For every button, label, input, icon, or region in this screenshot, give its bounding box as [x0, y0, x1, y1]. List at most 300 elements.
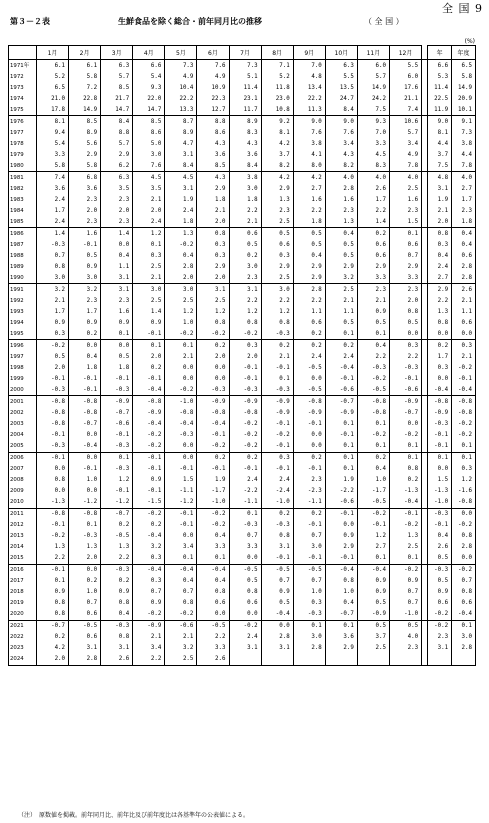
table-row — [9, 317, 476, 328]
month-value: 3.1 — [165, 149, 197, 160]
annual-value: 3.1 — [428, 183, 452, 194]
row-year: 1999 — [9, 373, 37, 384]
month-value: 0.0 — [165, 531, 197, 542]
row-year: 1982 — [9, 183, 37, 194]
row-year: 1994 — [9, 317, 37, 328]
month-value: 8.4 — [325, 104, 357, 116]
month-value: 1.1 — [325, 306, 357, 317]
month-value: 0.0 — [261, 620, 293, 632]
row-year: 1971年 — [9, 60, 37, 72]
annual-value: 7.5 — [428, 160, 452, 172]
month-value: 3.2 — [36, 284, 68, 296]
annual-value: 2.8 — [452, 643, 476, 654]
month-value: -0.1 — [261, 441, 293, 453]
month-value: 4.0 — [389, 172, 421, 184]
header-month: 6月 — [197, 46, 229, 60]
month-value: 3.0 — [165, 284, 197, 296]
month-value: 2.1 — [357, 295, 389, 306]
annual-value: 20.9 — [452, 93, 476, 104]
table-row — [9, 116, 476, 128]
annual-value: 4.0 — [452, 172, 476, 184]
annual-value: 1.9 — [428, 194, 452, 205]
annual-value: 8.1 — [428, 127, 452, 138]
month-value: 0.0 — [293, 430, 325, 441]
month-value: 9.0 — [325, 116, 357, 128]
annual-value: -0.8 — [452, 396, 476, 408]
annual-value: -0.3 — [428, 508, 452, 520]
month-value: -0.1 — [165, 508, 197, 520]
month-value: 5.8 — [69, 160, 101, 172]
month-value: -0.9 — [197, 396, 229, 408]
month-value: 0.8 — [197, 228, 229, 240]
month-value: 3.0 — [293, 542, 325, 553]
annual-value: 0.6 — [428, 598, 452, 609]
month-value: 0.4 — [325, 598, 357, 609]
annual-value: -0.4 — [452, 384, 476, 396]
month-value: 0.6 — [261, 239, 293, 250]
month-value: 0.1 — [325, 328, 357, 340]
month-value: 21.0 — [36, 93, 68, 104]
month-value: -0.1 — [197, 430, 229, 441]
month-value: 0.0 — [229, 553, 261, 565]
month-value: 4.1 — [293, 149, 325, 160]
annual-value: 1.1 — [452, 306, 476, 317]
month-value: 0.2 — [293, 328, 325, 340]
annual-value: 0.6 — [452, 317, 476, 328]
month-value: -0.3 — [36, 239, 68, 250]
month-value: 6.2 — [101, 160, 133, 172]
month-value: 3.1 — [197, 284, 229, 296]
month-value: -0.1 — [36, 520, 68, 531]
month-value: 2.3 — [101, 295, 133, 306]
table-row — [9, 587, 476, 598]
month-value: 0.0 — [293, 373, 325, 384]
month-value: 0.9 — [357, 587, 389, 598]
month-value: 17.8 — [36, 104, 68, 116]
month-value: -0.2 — [389, 564, 421, 576]
annual-value: -0.8 — [452, 497, 476, 509]
month-value: -0.2 — [357, 373, 389, 384]
month-value: 0.2 — [229, 452, 261, 464]
month-value: 0.2 — [357, 452, 389, 464]
month-value: -0.2 — [165, 328, 197, 340]
month-value: 0.8 — [36, 261, 68, 272]
month-value: -0.6 — [325, 384, 357, 396]
month-value: 1.7 — [36, 205, 68, 216]
month-value: 7.6 — [325, 127, 357, 138]
month-value: 0.9 — [101, 587, 133, 598]
annual-value: 3.0 — [452, 632, 476, 643]
annual-value: 0.4 — [452, 228, 476, 240]
annual-value: 2.6 — [452, 284, 476, 296]
month-value: 0.2 — [293, 508, 325, 520]
month-value: 2.5 — [133, 295, 165, 306]
month-value: 0.0 — [293, 441, 325, 453]
month-value: 3.6 — [229, 149, 261, 160]
month-value: -0.1 — [133, 452, 165, 464]
month-value: -0.5 — [69, 620, 101, 632]
month-value: 2.1 — [36, 295, 68, 306]
month-value: 3.1 — [101, 643, 133, 654]
month-value: 13.4 — [293, 82, 325, 93]
month-value: 24.7 — [325, 93, 357, 104]
month-value: -0.6 — [101, 419, 133, 430]
annual-value: 5.8 — [452, 71, 476, 82]
month-value: 0.7 — [389, 598, 421, 609]
month-value: -0.2 — [357, 430, 389, 441]
month-value: 0.2 — [357, 228, 389, 240]
header-month: 2月 — [69, 46, 101, 60]
annual-value — [452, 654, 476, 666]
month-value: 0.6 — [357, 250, 389, 261]
month-value: 1.9 — [197, 475, 229, 486]
month-value: 0.0 — [101, 239, 133, 250]
month-value: -0.1 — [325, 373, 357, 384]
annual-value: -0.9 — [428, 407, 452, 418]
month-value: -0.9 — [293, 407, 325, 418]
month-value: -0.2 — [165, 239, 197, 250]
annual-value: 2.7 — [428, 272, 452, 284]
month-value: 8.9 — [165, 127, 197, 138]
row-year: 2016 — [9, 564, 37, 576]
month-value: -0.2 — [133, 441, 165, 453]
row-year: 1976 — [9, 116, 37, 128]
month-value: 7.0 — [293, 60, 325, 72]
annual-value: -1.3 — [428, 486, 452, 497]
month-value: 8.6 — [133, 127, 165, 138]
month-value: -0.1 — [101, 373, 133, 384]
month-value: 0.6 — [357, 239, 389, 250]
month-value: 2.3 — [325, 205, 357, 216]
month-value: -0.2 — [357, 508, 389, 520]
month-value: 2.2 — [261, 295, 293, 306]
month-value: -1.2 — [165, 497, 197, 509]
row-year: 2015 — [9, 553, 37, 565]
month-value: -0.1 — [101, 486, 133, 497]
month-value: -0.5 — [293, 384, 325, 396]
month-value: 14.9 — [69, 104, 101, 116]
row-year: 2020 — [9, 609, 37, 621]
month-value: 0.2 — [197, 452, 229, 464]
header-month: 1月 — [36, 46, 68, 60]
month-value: 7.5 — [357, 104, 389, 116]
month-value: -0.4 — [197, 419, 229, 430]
table-number: 第３－２表 — [10, 17, 50, 26]
month-value: 1.2 — [165, 306, 197, 317]
month-value: 2.4 — [261, 475, 293, 486]
month-value: 1.3 — [69, 542, 101, 553]
month-value: 2.9 — [357, 261, 389, 272]
row-year: 1992 — [9, 295, 37, 306]
month-value: 2.1 — [261, 351, 293, 362]
month-value: -0.9 — [261, 396, 293, 408]
month-value: 0.4 — [69, 351, 101, 362]
annual-value: 6.6 — [428, 60, 452, 72]
month-value: -0.4 — [357, 564, 389, 576]
month-value: 8.2 — [261, 160, 293, 172]
month-value: 3.0 — [229, 261, 261, 272]
month-value: -0.3 — [165, 430, 197, 441]
month-value: -0.3 — [261, 384, 293, 396]
month-value: 22.8 — [69, 93, 101, 104]
table-row — [9, 553, 476, 565]
month-value: 3.2 — [165, 643, 197, 654]
month-value: 2.6 — [197, 654, 229, 666]
annual-value: 3.1 — [428, 643, 452, 654]
month-value: 5.7 — [101, 138, 133, 149]
month-value: 2.5 — [261, 216, 293, 228]
table-row — [9, 205, 476, 216]
month-value: 2.0 — [229, 351, 261, 362]
month-value: 0.2 — [101, 520, 133, 531]
month-value: 9.3 — [357, 116, 389, 128]
month-value: 3.3 — [197, 643, 229, 654]
month-value: 2.9 — [261, 183, 293, 194]
row-year: 1977 — [9, 127, 37, 138]
annual-value: 2.6 — [428, 542, 452, 553]
row-year: 2003 — [9, 419, 37, 430]
table-row — [9, 464, 476, 475]
table-row — [9, 430, 476, 441]
month-value: 7.1 — [261, 60, 293, 72]
month-value: -0.4 — [197, 564, 229, 576]
month-value: 0.8 — [229, 587, 261, 598]
annual-value: -0.3 — [428, 419, 452, 430]
month-value: -0.5 — [197, 620, 229, 632]
annual-value: 4.4 — [428, 138, 452, 149]
month-value: 3.8 — [293, 138, 325, 149]
row-year: 1993 — [9, 306, 37, 317]
month-value: 17.6 — [389, 82, 421, 93]
month-value: 0.7 — [36, 250, 68, 261]
month-value: 8.9 — [229, 116, 261, 128]
annual-value: -0.4 — [428, 384, 452, 396]
month-value: 7.2 — [69, 82, 101, 93]
month-value: 2.3 — [101, 194, 133, 205]
month-value: 4.2 — [261, 172, 293, 184]
month-value: -0.9 — [133, 620, 165, 632]
annual-value: 0.9 — [428, 587, 452, 598]
month-value: 2.4 — [133, 216, 165, 228]
month-value: 3.1 — [261, 542, 293, 553]
month-value: -0.5 — [293, 564, 325, 576]
table-row — [9, 643, 476, 654]
annual-value: -0.8 — [428, 396, 452, 408]
month-value: -0.6 — [165, 620, 197, 632]
month-value: 8.0 — [293, 160, 325, 172]
month-value: 0.0 — [197, 609, 229, 621]
month-value: 0.3 — [261, 452, 293, 464]
month-value: 3.7 — [261, 149, 293, 160]
month-value: 0.0 — [165, 452, 197, 464]
month-value: 8.5 — [133, 116, 165, 128]
month-value: 0.3 — [229, 340, 261, 352]
month-value: -0.3 — [101, 464, 133, 475]
month-value: -0.6 — [325, 497, 357, 509]
month-value: 8.6 — [197, 127, 229, 138]
month-value: -0.3 — [229, 520, 261, 531]
annual-value: 2.3 — [452, 205, 476, 216]
month-value: 0.4 — [357, 464, 389, 475]
annual-value: 0.4 — [452, 239, 476, 250]
month-value: 8.4 — [101, 116, 133, 128]
month-value: 1.0 — [165, 317, 197, 328]
month-value: -0.8 — [36, 396, 68, 408]
annual-value: 0.5 — [428, 576, 452, 587]
month-value: 0.3 — [133, 250, 165, 261]
table-row — [9, 60, 476, 72]
month-value: 0.0 — [197, 362, 229, 373]
month-value: -0.1 — [165, 464, 197, 475]
annual-value: 0.8 — [452, 531, 476, 542]
month-value: 0.1 — [325, 419, 357, 430]
month-value: 0.0 — [69, 430, 101, 441]
month-value: -0.1 — [389, 508, 421, 520]
month-value: 3.0 — [133, 149, 165, 160]
month-value: 2.2 — [229, 295, 261, 306]
month-value: 1.6 — [101, 306, 133, 317]
month-value: 2.2 — [293, 205, 325, 216]
month-value: 2.8 — [325, 183, 357, 194]
month-value: 8.1 — [36, 116, 68, 128]
row-year: 2010 — [9, 497, 37, 509]
month-value: 3.1 — [69, 643, 101, 654]
month-value: 0.1 — [229, 508, 261, 520]
month-value: 0.1 — [101, 328, 133, 340]
month-value: -1.2 — [69, 497, 101, 509]
month-value: 0.5 — [69, 250, 101, 261]
month-value: 0.8 — [389, 464, 421, 475]
month-value: 0.4 — [197, 531, 229, 542]
month-value: -0.1 — [389, 373, 421, 384]
month-value: -1.2 — [101, 497, 133, 509]
month-value: -0.1 — [69, 464, 101, 475]
month-value: 0.1 — [36, 576, 68, 587]
month-value: 0.1 — [133, 340, 165, 352]
month-value: 0.2 — [261, 340, 293, 352]
month-value: -0.8 — [69, 508, 101, 520]
month-value: -0.3 — [357, 362, 389, 373]
annual-value: -0.2 — [452, 419, 476, 430]
month-value: 3.6 — [197, 149, 229, 160]
month-value: 11.3 — [293, 104, 325, 116]
row-year: 1984 — [9, 205, 37, 216]
month-value: -0.2 — [133, 609, 165, 621]
row-year: 2009 — [9, 486, 37, 497]
month-value: 0.5 — [325, 239, 357, 250]
annual-value: 4.8 — [428, 172, 452, 184]
month-value: 2.8 — [293, 643, 325, 654]
month-value: 0.1 — [165, 340, 197, 352]
month-value: 2.9 — [293, 272, 325, 284]
month-value: 3.0 — [69, 272, 101, 284]
month-value: 0.3 — [197, 250, 229, 261]
row-year: 2023 — [9, 643, 37, 654]
month-value: -0.1 — [69, 384, 101, 396]
month-value: -0.3 — [389, 362, 421, 373]
scope-label: （ 全 国 ） — [364, 17, 404, 26]
month-value: 0.5 — [293, 239, 325, 250]
row-year: 1983 — [9, 194, 37, 205]
month-value: 2.3 — [389, 205, 421, 216]
month-value: 2.9 — [325, 261, 357, 272]
annual-value: 0.3 — [452, 340, 476, 352]
month-value: 4.2 — [36, 643, 68, 654]
month-value: 21.7 — [101, 93, 133, 104]
month-value: 9.2 — [261, 116, 293, 128]
month-value: 2.6 — [101, 654, 133, 666]
row-year: 2024 — [9, 654, 37, 666]
month-value: 0.8 — [229, 317, 261, 328]
month-value: -2.2 — [325, 486, 357, 497]
page-title: 生鮮食品を除く総合・前年同月比の推移 — [118, 17, 262, 26]
month-value: -0.1 — [69, 373, 101, 384]
annual-value: 0.4 — [428, 531, 452, 542]
month-value: 0.3 — [261, 250, 293, 261]
annual-value: 0.3 — [428, 362, 452, 373]
month-value: 10.8 — [261, 104, 293, 116]
month-value: -0.8 — [165, 407, 197, 418]
month-value: 1.2 — [357, 531, 389, 542]
row-year: 1995 — [9, 328, 37, 340]
month-value: 1.3 — [165, 228, 197, 240]
month-value — [325, 654, 357, 666]
month-value: 2.5 — [357, 643, 389, 654]
month-value: -0.1 — [165, 520, 197, 531]
annual-value: 5.3 — [428, 71, 452, 82]
month-value: 5.8 — [69, 71, 101, 82]
month-value: -0.6 — [389, 384, 421, 396]
month-value: -0.7 — [69, 419, 101, 430]
annual-value: -0.1 — [428, 430, 452, 441]
month-value: 0.6 — [389, 239, 421, 250]
annual-value: 0.6 — [452, 598, 476, 609]
annual-value: 2.8 — [452, 542, 476, 553]
row-year: 2022 — [9, 632, 37, 643]
month-value: -0.4 — [261, 609, 293, 621]
month-value: 0.7 — [389, 587, 421, 598]
month-value: 5.2 — [36, 71, 68, 82]
month-value: -0.5 — [101, 531, 133, 542]
table-row — [9, 216, 476, 228]
month-value: 0.8 — [197, 587, 229, 598]
month-value: 1.6 — [389, 194, 421, 205]
month-value: 2.3 — [229, 272, 261, 284]
annual-value: 7.8 — [452, 160, 476, 172]
month-value: 0.9 — [36, 587, 68, 598]
month-value: -0.1 — [261, 464, 293, 475]
month-value: -0.7 — [101, 508, 133, 520]
month-value: -0.3 — [197, 384, 229, 396]
annual-value: 3.8 — [452, 138, 476, 149]
column-header-row — [9, 46, 476, 60]
table-row — [9, 82, 476, 93]
month-value: -0.2 — [389, 520, 421, 531]
month-value: -1.0 — [261, 497, 293, 509]
month-value: 0.0 — [69, 486, 101, 497]
row-year: 1989 — [9, 261, 37, 272]
month-value: -0.8 — [197, 407, 229, 418]
annual-value: -0.8 — [452, 407, 476, 418]
month-value: -0.1 — [261, 419, 293, 430]
row-year: 2014 — [9, 542, 37, 553]
month-value: 0.2 — [69, 328, 101, 340]
annual-value: -0.1 — [428, 441, 452, 453]
annual-value: 1.7 — [428, 351, 452, 362]
annual-value: -0.1 — [428, 520, 452, 531]
month-value: 3.8 — [229, 172, 261, 184]
month-value: 0.5 — [325, 317, 357, 328]
